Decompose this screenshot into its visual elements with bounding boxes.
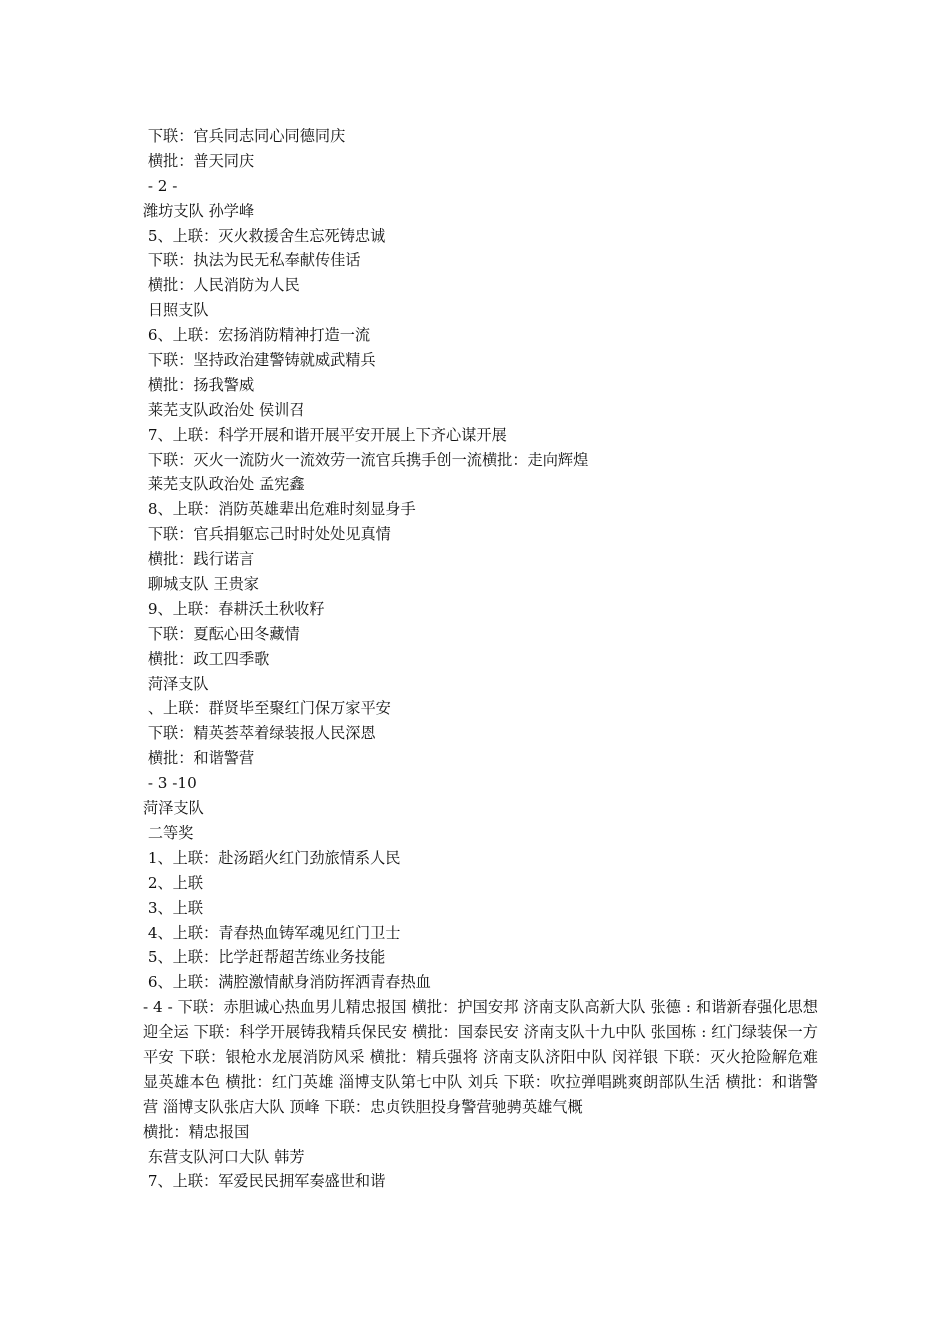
text-line: 、上联：群贤毕至聚红门保万家平安 [143, 699, 391, 718]
text-line: 4、上联：青春热血铸军魂见红门卫士 [143, 923, 401, 942]
text-line: 日照支队 [143, 301, 209, 320]
text-line: 聊城支队 王贵家 [143, 575, 259, 594]
text-line: 潍坊支队 孙学峰 [143, 201, 255, 220]
text-line: 下联：官兵同志同心同德同庆 [143, 127, 346, 145]
text-line: 7、上联：科学开展和谐开展平安开展上下齐心谋开展 [143, 425, 507, 444]
text-line: 下联：官兵捐躯忘己时时处处见真情 [143, 525, 391, 544]
text-line: 二等奖 [143, 823, 194, 842]
couplet-list-top [143, 124, 818, 995]
text-line: 7、上联：军爱民民拥军奏盛世和谐 [143, 1172, 386, 1191]
text-line: 8、上联：消防英雄辈出危难时刻显身手 [143, 500, 416, 519]
text-line: 5、上联：灭火救援舍生忘死铸忠诚 [143, 226, 386, 245]
text-line: 6、上联：宏扬消防精神打造一流 [143, 326, 371, 345]
text-line: 6、上联：满腔激情献身消防挥洒青春热血 [143, 973, 431, 992]
couplet-list-bottom [143, 1120, 818, 1195]
text-line: - 2 - [143, 176, 178, 195]
document-body [143, 124, 818, 1194]
text-line: 菏泽支队 [143, 674, 209, 693]
text-line: 横批：扬我警威 [143, 375, 255, 394]
text-line: 1、上联：赴汤蹈火红门劲旅情系人民 [143, 848, 401, 867]
text-line: 下联：坚持政治建警铸就威武精兵 [143, 351, 376, 370]
text-line: 横批：精忠报国 [143, 1122, 250, 1141]
text-line: 横批：和谐警营 [143, 749, 255, 768]
text-line: 3、上联 [143, 898, 204, 917]
text-line: 莱芜支队政治处 侯训召 [143, 400, 305, 419]
text-line: 5、上联：比学赶帮超苦练业务技能 [143, 948, 386, 967]
couplet-paragraph: - 4 - 下联：赤胆诚心热血男儿精忠报国 横批：护国安邦 济南支队高新大队 张德 : 和谐新春强化思想迎全运 下联：科学开展铸我精兵保民安 横批：国泰民安 济南支队十九中队 张国栋 : 红门绿装保一方平安 下联：银枪水龙展消防风采 横批：精兵强将 济南支队济阳中队 闵祥银 下联：灭火抢险解危难显英雄本色 横批：红门英雄 淄博支队第七中队 刘兵 下联：吹拉弹唱跳爽朗部队生活 横批：和谐警营 淄博支队张店大队 顶峰 下联：忠贞铁胆投身警营驰骋英雄气概 [143, 998, 818, 1116]
text-line: 菏泽支队 [143, 799, 204, 818]
text-line: 横批：人民消防为人民 [143, 276, 300, 295]
text-line: 下联：夏酝心田冬藏情 [143, 624, 300, 643]
text-line: 下联：精英荟萃着绿装报人民深恩 [143, 724, 376, 743]
text-line: 横批：政工四季歌 [143, 649, 270, 668]
text-line: 下联：执法为民无私奉献传佳话 [143, 251, 361, 270]
text-line: - 3 -10 [143, 774, 197, 793]
text-line: 横批：普天同庆 [143, 151, 255, 170]
text-line: 东营支队河口大队 韩芳 [143, 1147, 305, 1166]
text-line: 下联：灭火一流防火一流效劳一流官兵携手创一流横批：走向辉煌 [143, 450, 589, 469]
text-line: 2、上联 [143, 873, 204, 892]
text-line: 莱芜支队政治处 孟宪鑫 [143, 475, 305, 494]
text-line: 横批：践行诺言 [143, 550, 255, 569]
text-line: 9、上联：春耕沃土秋收籽 [143, 599, 325, 618]
